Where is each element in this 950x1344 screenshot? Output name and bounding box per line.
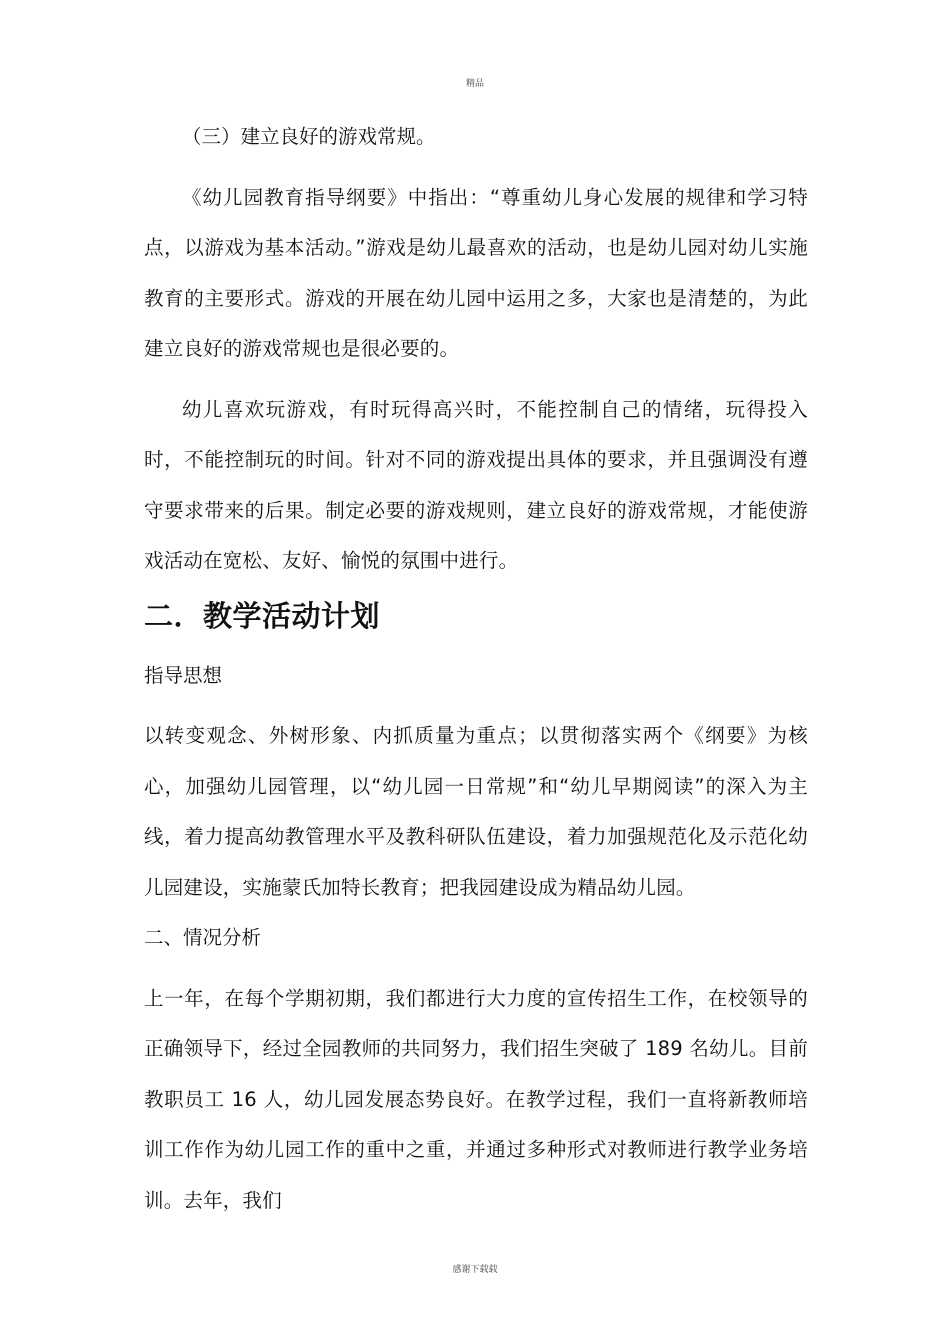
footer-watermark: 感谢下载载 [452,1265,498,1275]
paragraph-guiding: 以转变观念、外树形象、内抓质量为重点；以贯彻落实两个《纲要》为核心，加强幼儿园管理，以“幼儿园一日常规”和“幼儿早期阅读”的深入为主线，着力提高幼教管理水平及教科研队伍建设，着力加强规范化及示范化幼儿园建设，实施蒙氏加特长教育；把我园建设成为精品幼儿园。 [144,724,808,899]
analysis-heading: 二、情况分析 [144,926,262,949]
paragraph-analysis: 上一年，在每个学期初期，我们都进行大力度的宣传招生工作，在校领导的正确领导下，经过全园教师的共同努力，我们招生突破了 189 名幼儿。目前教职员工 16 人，幼儿园发展态势良好。在教学过程，我们一直将新教师培训工作作为幼儿园工作的重中之重，并通过多种形式对教师进行教学业务培训。去年，我们 [144,986,808,1212]
subsection-heading-3: （三）建立良好的游戏常规。 [182,125,436,148]
paragraph-game-importance: 《幼儿园教育指导纲要》中指出：“尊重幼儿身心发展的规律和学习特点，以游戏为基本活动。”游戏是幼儿最喜欢的活动，也是幼儿园对幼儿实施教育的主要形式。游戏的开展在幼儿园中运用之多，大家也是清楚的，为此建立良好的游戏常规也是很必要的。 [144,185,808,360]
header-watermark: 精品 [465,79,484,89]
section-title: 二．教学活动计划 [144,598,381,633]
guiding-heading: 指导思想 [144,663,223,687]
document-body [144,112,808,1226]
paragraph-game-rules: 幼儿喜欢玩游戏，有时玩得高兴时，不能控制自己的情绪，玩得投入时，不能控制玩的时间。针对不同的游戏提出具体的要求，并且强调没有遵守要求带来的后果。制定必要的游戏规则，建立良好的游戏常规，才能使游戏活动在宽松、友好、愉悦的氛围中进行。 [144,397,808,572]
